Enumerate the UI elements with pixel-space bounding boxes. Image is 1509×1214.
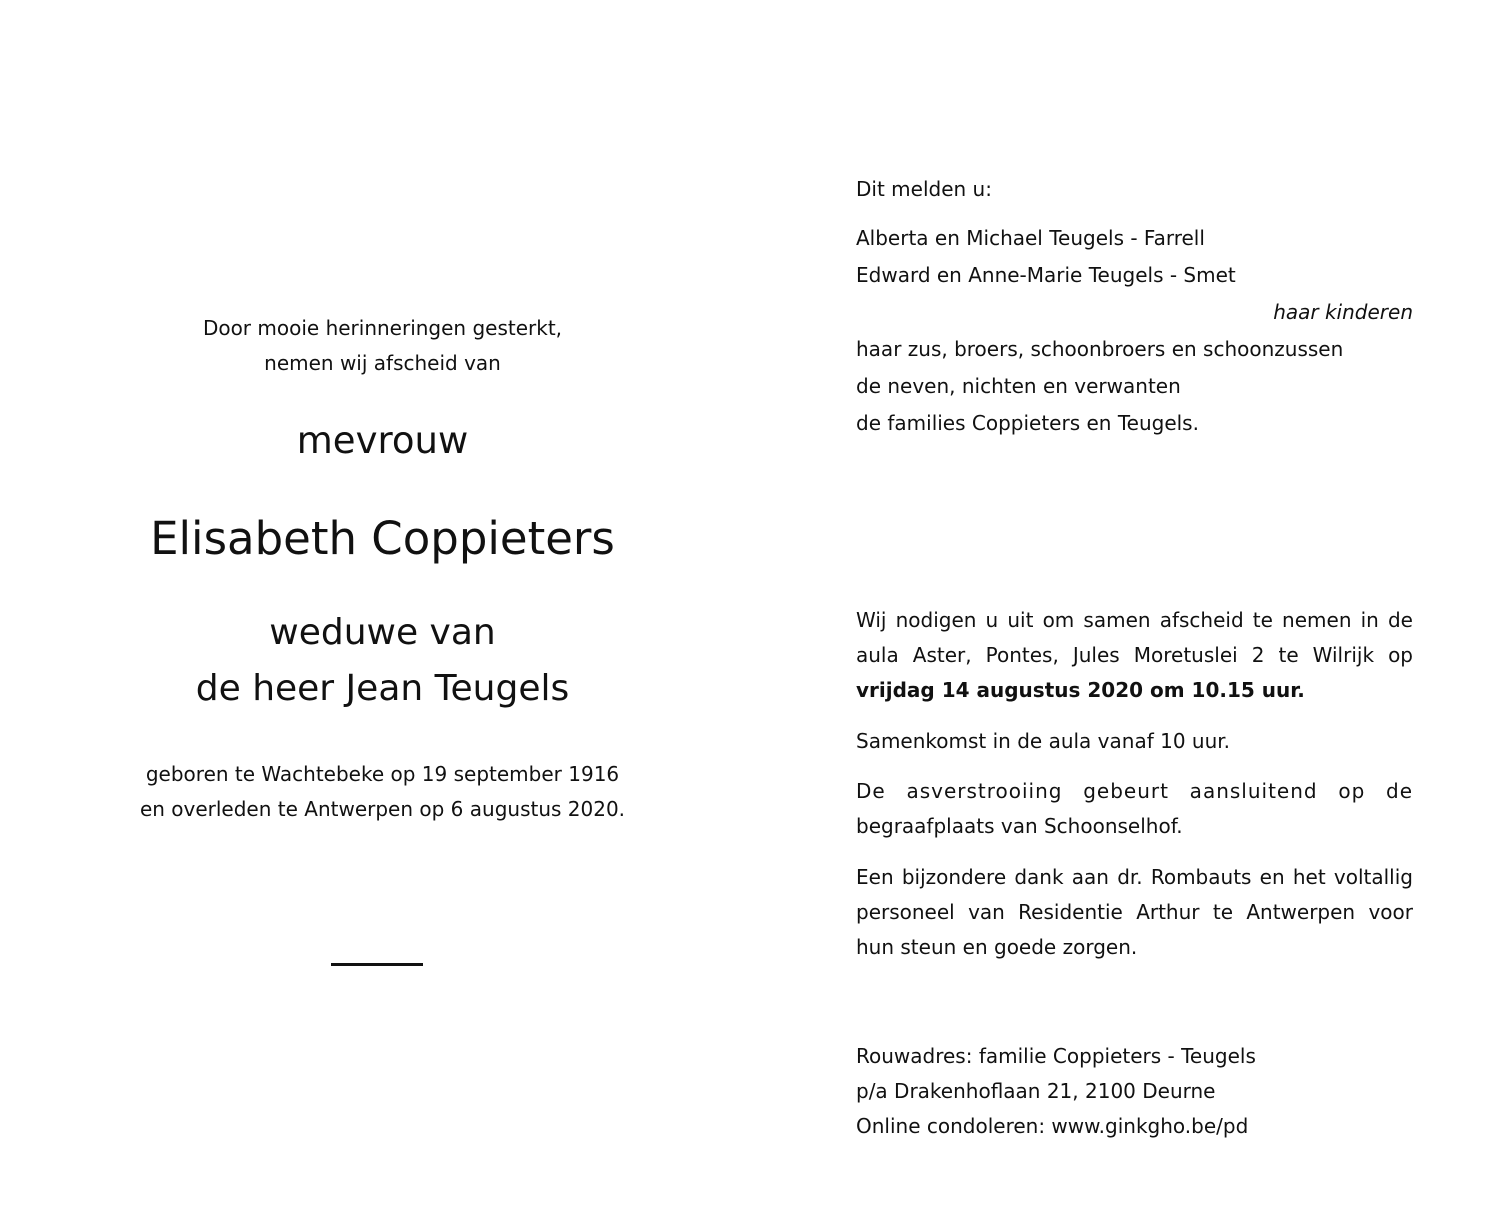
scatter-line: De asverstrooiing gebeurt aansluitend op de (856, 779, 1413, 803)
scatter-line: begraafplaats van Schoonselhof. (856, 814, 1183, 838)
greeting: Dit melden u: (856, 177, 992, 201)
relatives-entry: haar zus, broers, schoonbroers en schoonzussen (856, 337, 1344, 361)
mourning-address (856, 1039, 1413, 1144)
children-role: haar kinderen (1273, 300, 1413, 324)
thanks-line: hun steun en goede zorgen. (856, 935, 1138, 959)
death-line: en overleden te Antwerpen op 6 augustus 2020. (139, 797, 626, 821)
intro-line: Door mooie herinneringen gesterkt, (202, 316, 563, 340)
thanks-line: Een bijzondere dank aan dr. Rombauts en het voltallig (856, 865, 1413, 889)
invitation-text (856, 603, 1413, 708)
widow-of (90, 605, 675, 717)
ceremony-datetime: vrijdag 14 augustus 2020 om 10.15 uur. (856, 678, 1305, 702)
invitation-line: Wij nodigen u uit om samen afscheid te nemen in de (856, 608, 1413, 632)
intro-text (90, 311, 675, 381)
child-entry: Edward en Anne-Marie Teugels - Smet (856, 263, 1236, 287)
condolence-link[interactable]: Online condoleren: www.ginkgho.be/pd (856, 1114, 1249, 1138)
relatives-entry: de families Coppieters en Teugels. (856, 411, 1199, 435)
divider-line (331, 963, 423, 966)
intro-line: nemen wij afscheid van (264, 351, 501, 375)
family-list (856, 220, 1413, 442)
thanks-line: personeel van Residentie Arthur te Antwerpen voor (856, 900, 1413, 924)
widow-line: weduwe van (269, 612, 496, 653)
thanks-text (856, 860, 1413, 965)
spouse-name: de heer Jean Teugels (195, 668, 570, 709)
honorific: mevrouw (296, 419, 469, 462)
deceased-name: Elisabeth Coppieters (150, 512, 615, 565)
address-line: p/a Drakenhoflaan 21, 2100 Deurne (856, 1079, 1216, 1103)
birth-line: geboren te Wachtebeke op 19 september 1916 (145, 762, 620, 786)
birth-death-dates (90, 757, 675, 827)
child-entry: Alberta en Michael Teugels - Farrell (856, 226, 1205, 250)
ash-scattering-text (856, 774, 1413, 844)
meeting-time: Samenkomst in de aula vanaf 10 uur. (856, 729, 1230, 753)
relatives-entry: de neven, nichten en verwanten (856, 374, 1181, 398)
address-line: Rouwadres: familie Coppieters - Teugels (856, 1044, 1256, 1068)
invitation-line: aula Aster, Pontes, Jules Moretuslei 2 te Wilrijk op (856, 643, 1413, 667)
